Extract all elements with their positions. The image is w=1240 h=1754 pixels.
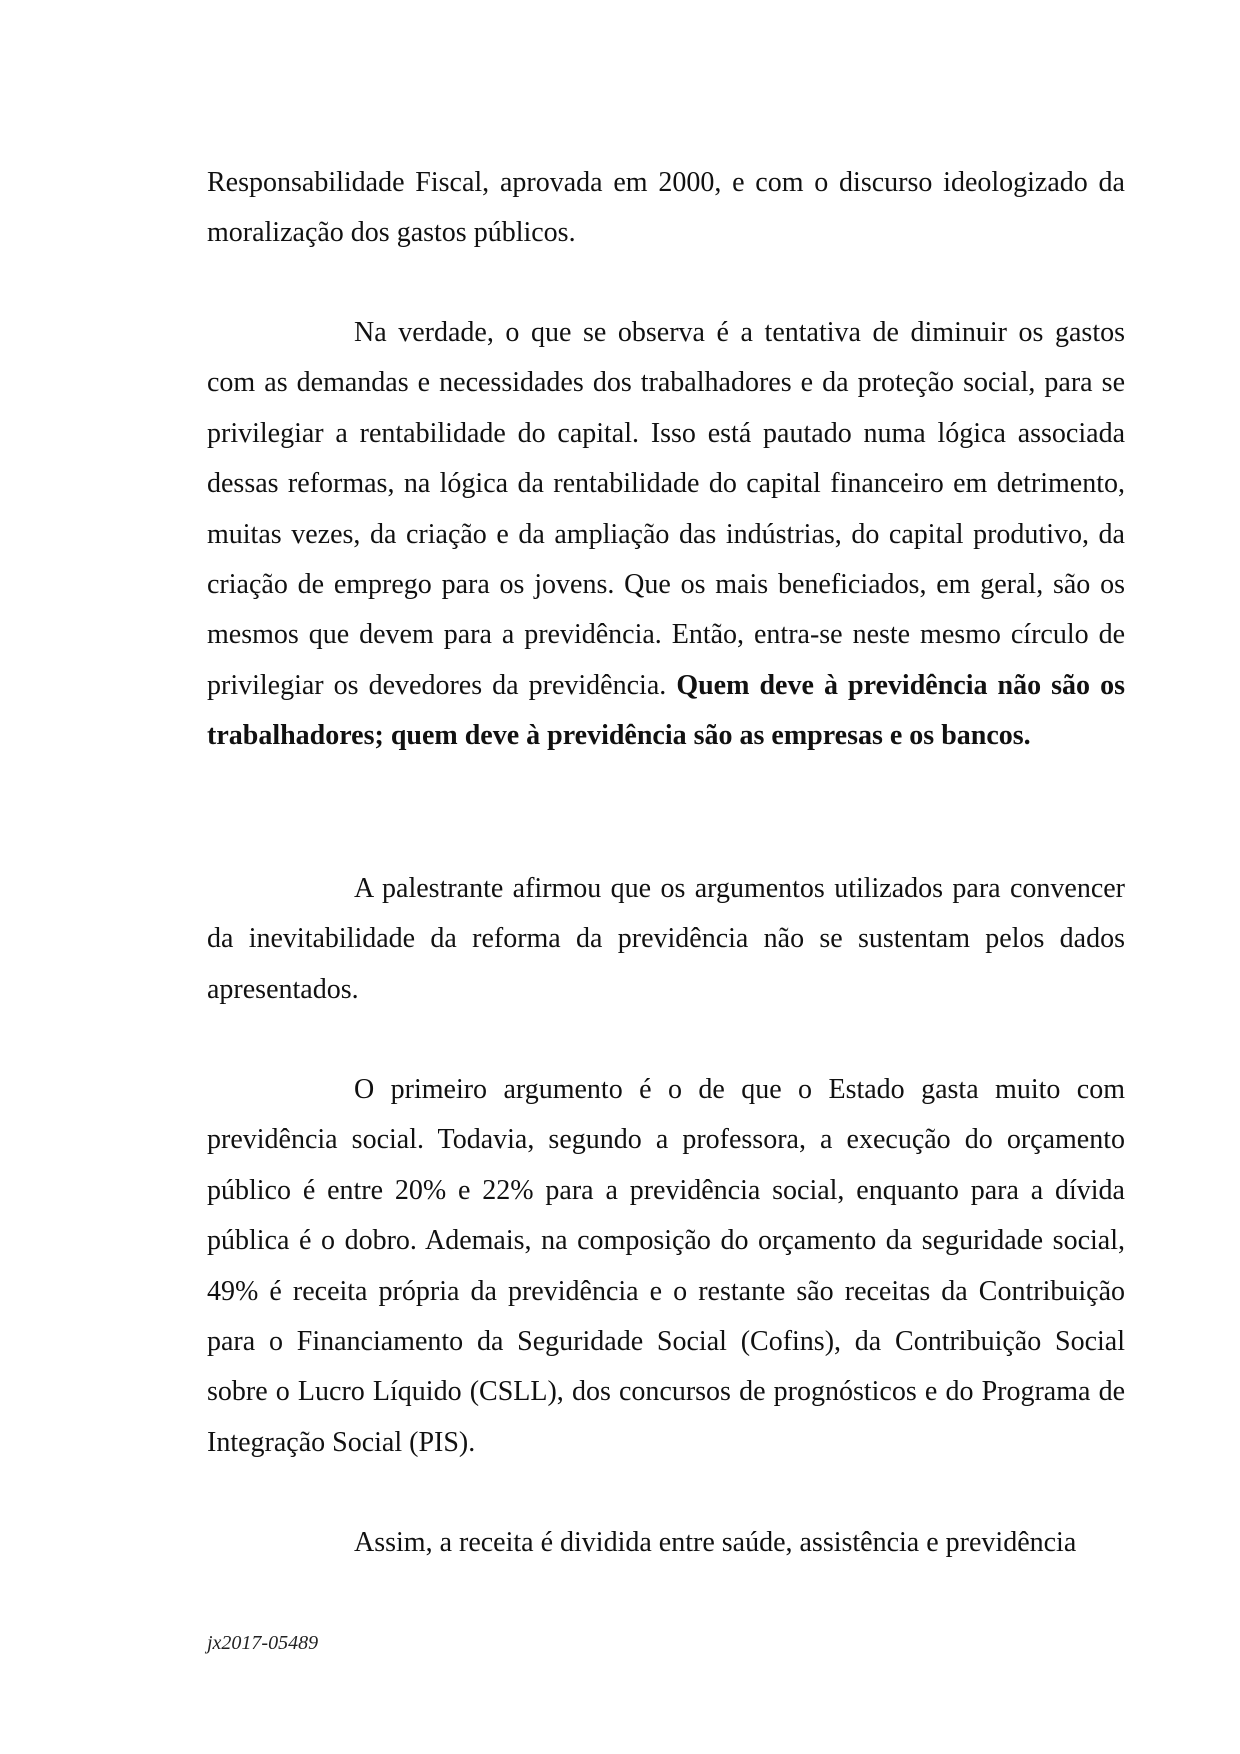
paragraph-text: A palestrante afirmou que os argumentos utilizados para convencer da inevitabilidade da reforma da previdência não se sustentam pelos dados apresentados. xyxy=(207,873,1125,1005)
paragraph-text: Assim, a receita é dividida entre saúde, assistência e previdência xyxy=(354,1527,1077,1558)
document-code: jx2017-05489 xyxy=(207,1632,319,1654)
paragraph-text: Na verdade, o que se observa é a tentativa de diminuir os gastos com as demandas e necessidades dos trabalhadores e da proteção social, para se privilegiar a rentabilidade do capital. Isso está pautado numa lógica associada dessas reformas, na lógica da rentabilidade do capital financeiro em detrimento, muitas vezes, da criação e da ampliação das indústrias, do capital produtivo, da criação de emprego para os jovens. Que os mais beneficiados, em geral, são os mesmos que devem para a previdência. Então, entra-se neste mesmo círculo de privilegiar os devedores da previdência. xyxy=(207,317,1125,701)
paragraph-assim xyxy=(207,1518,1125,1568)
paragraph-continuation xyxy=(207,158,1125,259)
bold-statement: Quem deve à previdência não são os trabalhadores; quem deve à previdência são as empresas e os bancos. xyxy=(207,669,1125,752)
paragraph-primeiro-argumento xyxy=(207,1065,1125,1468)
paragraph-palestrante xyxy=(207,864,1125,1015)
paragraph-text: Responsabilidade Fiscal, aprovada em 2000, e com o discurso ideologizado da moralização dos gastos públicos. xyxy=(207,167,1125,249)
paragraph-text: O primeiro argumento é o de que o Estado gasta muito com previdência social. Todavia, segundo a professora, a execução do orçamento público é entre 20% e 22% para a previdência social, enquanto para a dívida pública é o dobro. Ademais, na composição do orçamento da seguridade social, 49% é receita própria da previdência e o restante são receitas da Contribuição para o Financiamento da Seguridade Social (Cofins), da Contribuição Social sobre o Lucro Líquido (CSLL), dos concursos de prognósticos e do Programa de Integração Social (PIS). xyxy=(207,1074,1125,1458)
paragraph-na-verdade xyxy=(207,308,1125,762)
